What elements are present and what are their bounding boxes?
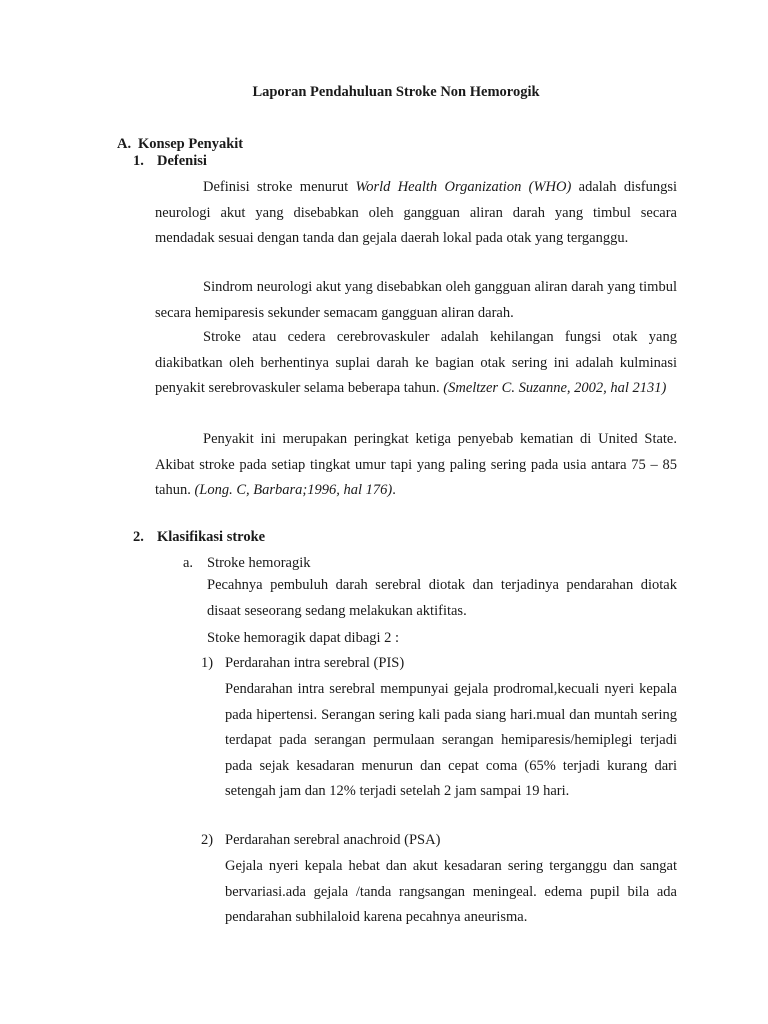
definition-text-4: Penyakit ini merupakan peringkat ketiga penyebab kematian di United State. Akibat stroke pada setiap tingkat umur tapi yang paling sering pada usia antara 75 – 85 tahun.: [155, 431, 677, 498]
hemoragik-text-1: Pecahnya pembuluh darah serebral diotak dan terjadinya pendarahan diotak disaat seseorang sedang melakukan aktifitas.: [207, 577, 677, 619]
definition-paragraph-3: [155, 325, 677, 402]
definition-text-4-end: .: [392, 482, 396, 498]
sub-a-marker: a.: [183, 555, 194, 571]
psa-paragraph: [225, 854, 677, 931]
sub-2-marker: 2): [201, 832, 214, 848]
definition-text-1a: Definisi stroke menurut: [203, 179, 356, 195]
document-title: Laporan Pendahuluan Stroke Non Hemorogik: [252, 84, 540, 100]
definition-text-1b: adalah disfungsi neurologi akut yang disebabkan oleh gangguan aliran darah yang timbul secara mendadak sesuai dengan tanda dan gejala daerah lokal pada otak yang terganggu.: [155, 179, 677, 246]
definition-text-2: Sindrom neurologi akut yang disebabkan oleh gangguan aliran darah yang timbul secara hemiparesis sekunder semacam gangguan aliran darah.: [155, 279, 677, 321]
definition-paragraph-2: [155, 275, 677, 326]
citation-long: (Long. C, Barbara;1996, hal 176): [194, 482, 393, 498]
hemoragik-paragraph-1: [207, 573, 677, 624]
psa-text: Gejala nyeri kepala hebat dan akut kesadaran sering terganggu dan sangat bervariasi.ada gejala /tanda rangsangan meningeal. edema pupil bila ada pendarahan subhilaloid karena pecahnya aneurisma.: [225, 858, 677, 925]
who-term: World Health Organization (WHO): [355, 179, 572, 195]
item-1-heading: Defenisi: [157, 153, 207, 169]
pis-paragraph: [225, 677, 677, 805]
definition-paragraph-4: [155, 427, 677, 504]
sub-1-heading: Perdarahan intra serebral (PIS): [225, 655, 405, 671]
sub-1-marker: 1): [201, 655, 214, 671]
citation-smeltzer: (Smeltzer C. Suzanne, 2002, hal 2131): [443, 380, 667, 396]
item-2-heading: Klasifikasi stroke: [157, 529, 266, 545]
item-1-marker: 1.: [133, 153, 144, 169]
pis-text: Pendarahan intra serebral mempunyai gejala prodromal,kecuali nyeri kepala pada hipertensi. Serangan sering kali pada siang hari.mual dan muntah sering terdapat pada serangan permulaan serangan hemiparesis/hemiplegi terjadi pada sejak kesadaran menurun dan cepat coma (65% terjadi kurang dari setengah jam dan 12% terjadi setelah 2 jam sampai 19 hari.: [225, 681, 677, 799]
hemoragik-paragraph-2: Stoke hemoragik dapat dibagi 2 :: [207, 630, 400, 646]
sub-2-heading: Perdarahan serebral anachroid (PSA): [225, 832, 441, 848]
sub-a-heading: Stroke hemoragik: [207, 555, 311, 571]
definition-text-3: Stroke atau cedera cerebrovaskuler adalah kehilangan fungsi otak yang diakibatkan oleh berhentinya suplai darah ke bagian otak sering ini adalah kulminasi penyakit serebrovaskuler selama beberapa tahun.: [155, 329, 677, 396]
item-2-marker: 2.: [133, 529, 144, 545]
section-a-heading: Konsep Penyakit: [138, 136, 244, 152]
section-a-marker: A.: [117, 136, 132, 152]
definition-paragraph-1: [155, 175, 677, 252]
